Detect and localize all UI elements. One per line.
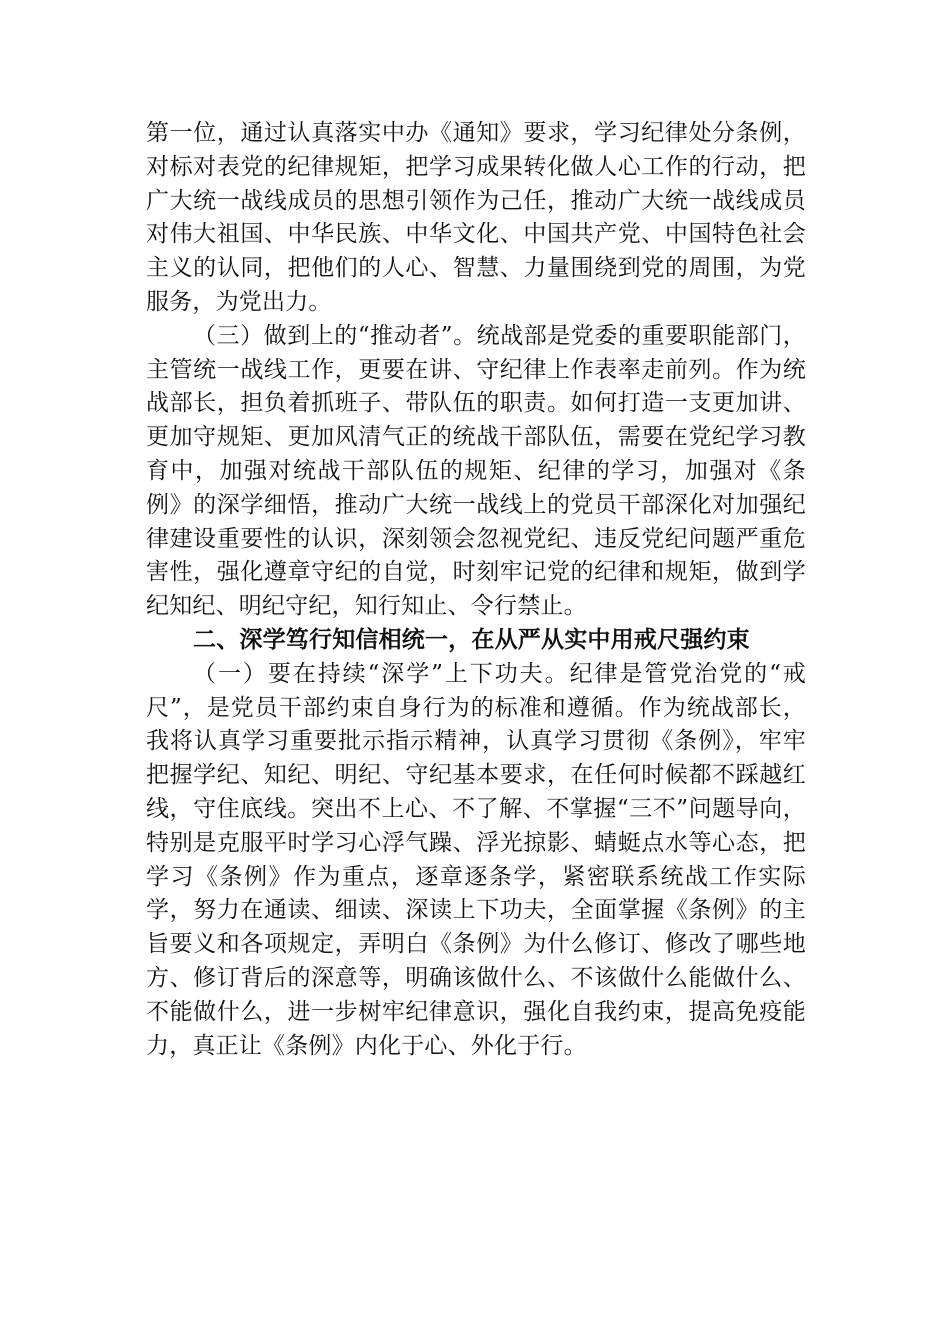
paragraph-continuation: 第一位，通过认真落实中办《通知》要求，学习纪律处分条例，对标对表党的纪律规矩，把学习成果转化做人心工作的行动，把广大统一战线成员的思想引领作为己任，推动广大统一战线成员对伟大祖国、中华民族、中华文化、中国共产党、中国特色社会主义的认同，把他们的人心、智慧、力量围绕到党的周围，为党服务，为党出力。 xyxy=(146,120,806,315)
section-heading-two: 二、深学笃行知信相统一，在从严从实中用戒尺强约束 xyxy=(193,626,750,653)
paragraph-section-three: （三）做到上的“推动者”。统战部是党委的重要职能部门，主管统一战线工作，更要在讲、守纪律上作表率走前列。作为统战部长，担负着抓班子、带队伍的职责。如何打造一支更加讲、更加守规矩、更加风清气正的统战干部队伍，需要在党纪学习教育中，加强对统战干部队伍的规矩、纪律的学习，加强对《条例》的深学细悟，推动广大统一战线上的党员干部深化对加强纪律建设重要性的认识，深刻领会忽视党纪、违反党纪问题严重危害性，强化遵章守纪的自觉，时刻牢记党的纪律和规矩，做到学纪知纪、明纪守纪，知行知止、令行禁止。 xyxy=(146,322,806,620)
paragraph-subsection-one: （一）要在持续“深学”上下功夫。纪律是管党治党的“戒尺”，是党员干部约束自身行为的标准和遵循。作为统战部长，我将认真学习重要批示指示精神，认真学习贯彻《条例》，牢牢把握学纪、知纪、明纪、守纪基本要求，在任何时候都不踩越红线，守住底线。突出不上心、不了解、不掌握“三不”问题导向，特别是克服平时学习心浮气躁、浮光掠影、蜻蜓点水等心态，把学习《条例》作为重点，逐章逐条学，紧密联系统战工作实际学，努力在通读、细读、深读上下功夫，全面掌握《条例》的主旨要义和各项规定，弄明白《条例》为什么修订、修改了哪些地方、修订背后的深意等，明确该做什么、不该做什么能做什么、不能做什么，进一步树牢纪律意识，强化自我约束，提高免疫能力，真正让《条例》内化于心、外化于行。 xyxy=(146,660,806,1059)
document-page xyxy=(146,117,806,1063)
